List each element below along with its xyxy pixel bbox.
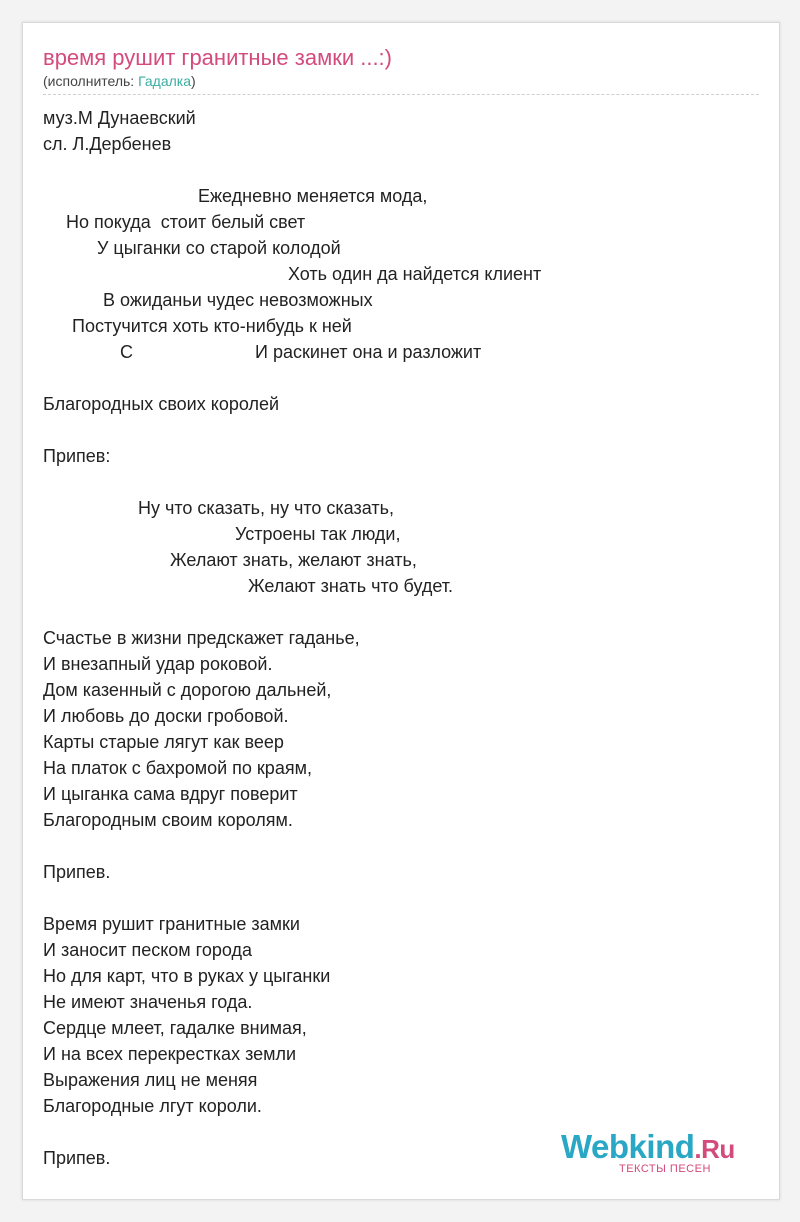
webkind-logo[interactable]: [561, 1128, 751, 1176]
lyric-line: И цыганка сама вдруг поверит: [43, 784, 298, 804]
lyric-line: И заносит песком города: [43, 940, 252, 960]
lyric-line: Благородных своих королей: [43, 394, 280, 414]
lyric-line: И раскинет она и разложит: [255, 342, 482, 362]
lyric-line: Благородные лгут короли.: [43, 1096, 262, 1116]
lyric-line: Но покуда стоит белый свет: [66, 212, 306, 232]
lyric-line: Карты старые лягут как веер: [43, 732, 284, 752]
lyric-line: С: [120, 342, 133, 362]
chorus-label: Припев.: [43, 862, 111, 882]
lyric-line: муз.М Дунаевский: [43, 108, 196, 128]
performer-suffix: ): [191, 73, 196, 89]
lyric-line: Благородным своим королям.: [43, 810, 293, 830]
lyric-line: И на всех перекрестках земли: [43, 1044, 297, 1064]
lyric-line: Желают знать что будет.: [248, 576, 454, 596]
lyric-line: В ожиданьи чудес невозможных: [103, 290, 373, 310]
lyric-line: Дом казенный с дорогою дальней,: [43, 680, 332, 700]
logo-tld: .Ru: [694, 1134, 735, 1164]
divider: [43, 94, 759, 95]
lyric-line: Счастье в жизни предскажет гаданье,: [43, 628, 360, 648]
lyric-line: Сердце млеет, гадалке внимая,: [43, 1018, 307, 1038]
lyric-line: Время рушит гранитные замки: [43, 914, 300, 934]
logo-name: Webkind: [561, 1128, 695, 1165]
lyric-line: У цыганки со старой колодой: [97, 238, 341, 258]
lyrics-card: [22, 22, 780, 1200]
lyric-line: Ну что сказать, ну что сказать,: [138, 498, 394, 518]
lyric-line: Постучится хоть кто-нибудь к ней: [72, 316, 352, 336]
chorus-label: Припев:: [43, 446, 111, 466]
performer-prefix: (исполнитель:: [43, 73, 139, 89]
lyric-line: Ежедневно меняется мода,: [198, 186, 428, 206]
lyric-line: Не имеют значенья года.: [43, 992, 253, 1012]
performer-link[interactable]: Гадалка: [138, 73, 192, 89]
lyric-line: И внезапный удар роковой.: [43, 654, 273, 674]
lyric-line: Выражения лиц не меняя: [43, 1070, 258, 1090]
chorus-label: Припев.: [43, 1148, 111, 1168]
lyric-line: Устроены так люди,: [235, 524, 401, 544]
song-title: время рушит гранитные замки ...:): [43, 45, 392, 70]
lyric-line: На платок с бахромой по краям,: [43, 758, 312, 778]
lyric-line: сл. Л.Дербенев: [43, 134, 172, 154]
logo-tagline: ТЕКСТЫ ПЕСЕН: [619, 1163, 711, 1175]
lyric-line: Хоть один да найдется клиент: [288, 264, 542, 284]
lyric-line: Но для карт, что в руках у цыганки: [43, 966, 331, 986]
lyric-line: И любовь до доски гробовой.: [43, 706, 289, 726]
performer-line: [43, 73, 196, 89]
lyric-line: Желают знать, желают знать,: [170, 550, 417, 570]
